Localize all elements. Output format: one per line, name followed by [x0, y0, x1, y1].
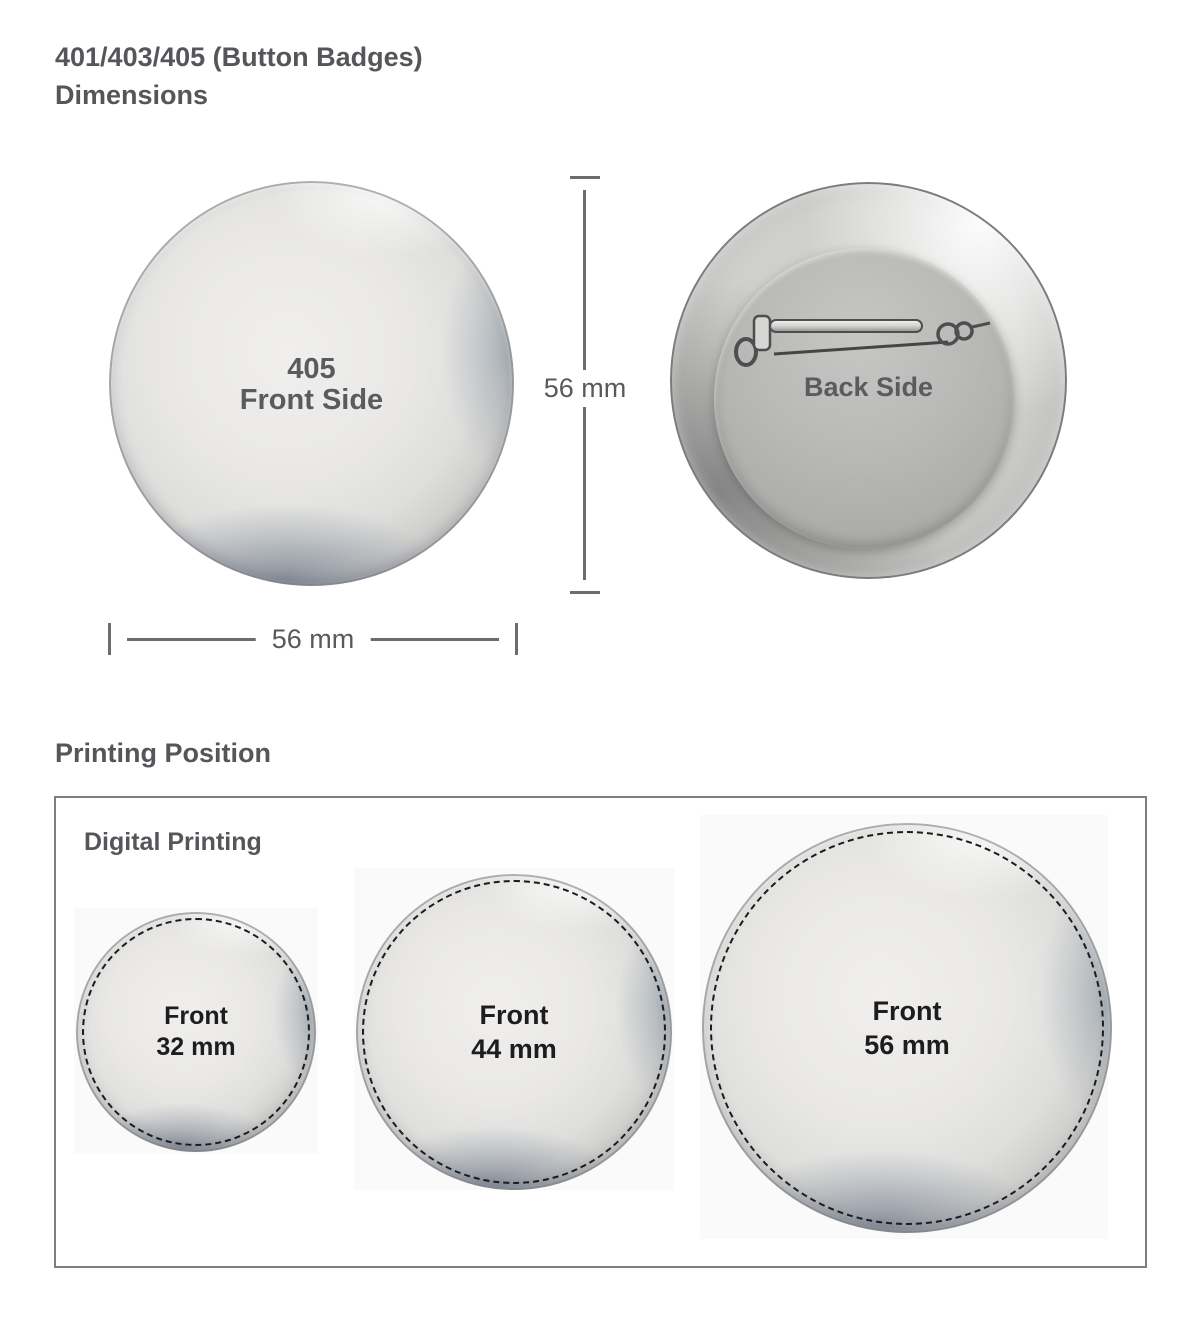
- print-badge-44mm-label-line2: 44 mm: [471, 1034, 557, 1064]
- dimension-tick-top: [570, 176, 600, 179]
- print-badge-56mm-label-line2: 56 mm: [864, 1030, 950, 1060]
- back-badge-photo: [670, 182, 1067, 579]
- pin-tip: [972, 323, 990, 327]
- print-badge-32mm: [76, 912, 316, 1152]
- dimension-tick-left: [108, 623, 111, 655]
- print-badge-56mm: [702, 823, 1112, 1233]
- pin-needle: [774, 342, 948, 354]
- print-badge-56mm-label: [864, 994, 950, 1062]
- height-dimension-marker: [543, 176, 627, 594]
- width-dimension-marker: [108, 622, 518, 657]
- print-badge-56mm-label-line1: Front: [872, 996, 942, 1026]
- pin-clasp-housing: [754, 316, 770, 350]
- print-badge-32mm-label-line1: Front: [164, 1002, 228, 1030]
- height-dimension-label: 56 mm: [538, 370, 633, 407]
- digital-printing-label: Digital Printing: [84, 828, 262, 856]
- print-badge-44mm: [356, 874, 672, 1190]
- print-badge-44mm-label: [471, 998, 557, 1066]
- dimension-tick-bottom: [570, 591, 600, 594]
- title-line-1: 401/403/405 (Button Badges): [55, 42, 423, 72]
- title-line-2: Dimensions: [55, 80, 209, 110]
- front-badge-photo: [109, 181, 514, 586]
- digital-printing-box: [54, 796, 1147, 1268]
- front-badge-label-line1: 405: [287, 353, 336, 385]
- printing-position-heading: Printing Position: [55, 738, 271, 768]
- front-badge-label: [109, 354, 514, 416]
- width-dimension-label: 56 mm: [256, 624, 371, 655]
- print-badge-44mm-label-line1: Front: [479, 1000, 549, 1030]
- print-badge-32mm-label-line2: 32 mm: [156, 1033, 236, 1061]
- front-badge-label-line2: Front Side: [239, 384, 384, 416]
- dimension-tick-right: [515, 623, 518, 655]
- print-badge-32mm-label: [156, 1001, 235, 1063]
- page-title: [55, 38, 423, 114]
- back-badge-label: Back Side: [803, 372, 934, 402]
- safety-pin-graphic: [730, 310, 995, 374]
- pin-bar: [770, 320, 922, 332]
